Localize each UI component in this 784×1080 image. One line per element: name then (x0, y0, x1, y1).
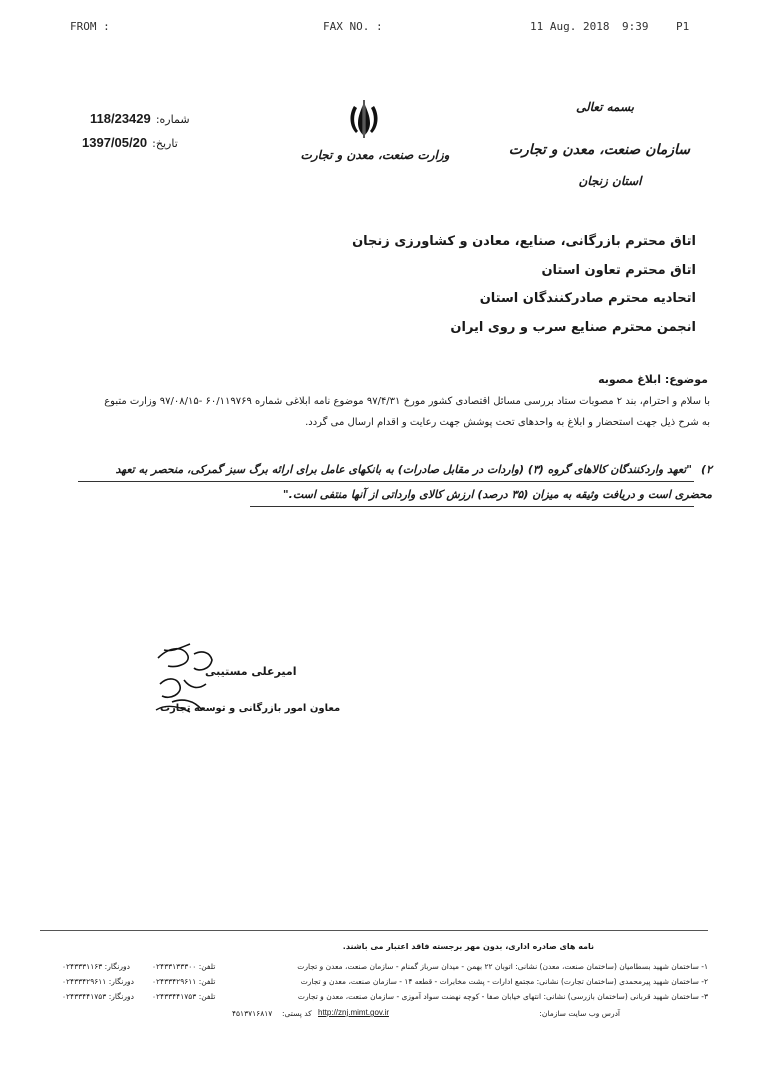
letter-date-label: تاریخ: (152, 137, 178, 150)
footer-address-2: ۲- ساختمان شهید پیرمحمدی (ساختمان تجارت) نشانی: مجتمع ادارات - پشت مخابرات - قطعه ۱۴ - سازمان صنعت، معدن و تجارت (300, 977, 708, 986)
subject: موضوع: ابلاغ مصوبه (598, 373, 708, 386)
footer-fax-2: دورنگار: ۰۲۴۳۳۴۲۹۶۱۱ (62, 977, 134, 986)
letter-number-label: شماره: (155, 113, 190, 126)
recipient-2: اتاق محترم تعاون استان (541, 263, 696, 278)
footer-fax-1: دورنگار: ۰۲۴۳۳۳۱۱۶۳ (62, 962, 130, 971)
invocation: بسمه تعالی (575, 100, 635, 114)
footer-divider (40, 930, 708, 931)
letter-number-value: 118/23429 (90, 111, 151, 126)
letter-date (82, 132, 222, 151)
footer-postal-code: ۴۵۱۳۷۱۶۸۱۷ (232, 1009, 273, 1018)
recipient-3: اتحادیه محترم صادرکنندگان استان (479, 291, 696, 306)
footer-fax-3: دورنگار: ۰۲۴۳۳۴۴۱۷۵۳ (62, 992, 134, 1001)
item-number: ۲) (701, 463, 712, 476)
ministry-caption: وزارت صنعت، معدن و تجارت (300, 148, 450, 162)
body-line-2: به شرح ذیل جهت استحضار و ابلاغ به واحدهای تحت پوشش جهت رعایت و اقدام ارسال می گردد. (305, 417, 710, 428)
letter-number (90, 108, 220, 127)
fax-time: 9:39 (622, 20, 649, 33)
footer-address-3: ۳- ساختمان شهید قربانی (ساختمان بازرسی) نشانی: انتهای خیابان صفا - کوچه نهضت سواد آموزی - سازمان صنعت، معدن و تجارت (297, 992, 708, 1001)
footer-address-1: ۱- ساختمان شهید بسطامیان (ساختمان صنعت، معدن) نشانی: اتوبان ۲۲ بهمن - میدان سرباز گمنام - سازمان صنعت، معدن و تجارت (297, 962, 708, 971)
fax-page: P1 (676, 20, 690, 33)
footer-phone-2: تلفن: ۰۲۴۳۳۴۲۹۶۱۱ (152, 977, 216, 986)
footer-phone-1: تلفن: ۰۲۴۳۳۱۳۳۳۰۰ (152, 962, 216, 971)
footer-website-label: آدرس وب سایت سازمان: (539, 1009, 620, 1018)
org-line: سازمان صنعت، معدن و تجارت (508, 142, 690, 158)
fax-from: FROM : (70, 20, 110, 33)
body-line-1: با سلام و احترام، بند ۲ مصوبات ستاد بررسی مسائل اقتصادی کشور مورخ ۹۷/۴/۳۱ موضوع نامه ابلاغی شماره ۶۰/۱۱۹۷۶۹ -۹۷/۰۸/۱۵ وزارت متبوع (104, 396, 710, 407)
recipient-1: اتاق محترم بازرگانی، صنایع، معادن و کشاورزی زنجان (352, 234, 696, 249)
item-underline-2 (250, 506, 694, 507)
item-text-2: محضری است و دریافت وثیقه به میزان (۳۵ درصد) ارزش کالای وارداتی از آنها منتفی است." (282, 488, 712, 501)
iran-emblem-icon (344, 98, 384, 140)
fax-number: FAX NO. : (323, 20, 383, 33)
recipient-4: انجمن محترم صنایع سرب و روی ایران (450, 320, 696, 335)
letter-date-value: 1397/05/20 (82, 135, 148, 150)
footer-notice: نامه های صادره اداری، بدون مهر برجسته فاقد اعتبار می باشند. (342, 942, 594, 951)
footer-phone-3: تلفن: ۰۲۴۳۳۴۴۱۷۵۳ (152, 992, 216, 1001)
footer-website-link[interactable]: http://znj.mimt.gov.ir (318, 1008, 389, 1017)
fax-date: 11 Aug. 2018 (530, 20, 610, 33)
item-underline-1 (78, 481, 694, 482)
item-text-1: "تعهد واردکنندگان کالاهای گروه (۳) (واردات در مقابل صادرات) به بانکهای عامل برای ارائه برگ سبز گمرکی، منحصر به تعهد (115, 463, 692, 476)
signer-name: امیرعلی مستیبی (205, 665, 297, 678)
footer-postal-label: کد پستی: (282, 1009, 312, 1018)
province-line: استان زنجان (578, 174, 642, 188)
signer-title: معاون امور بازرگانی و توسعه تجارت (160, 703, 341, 714)
